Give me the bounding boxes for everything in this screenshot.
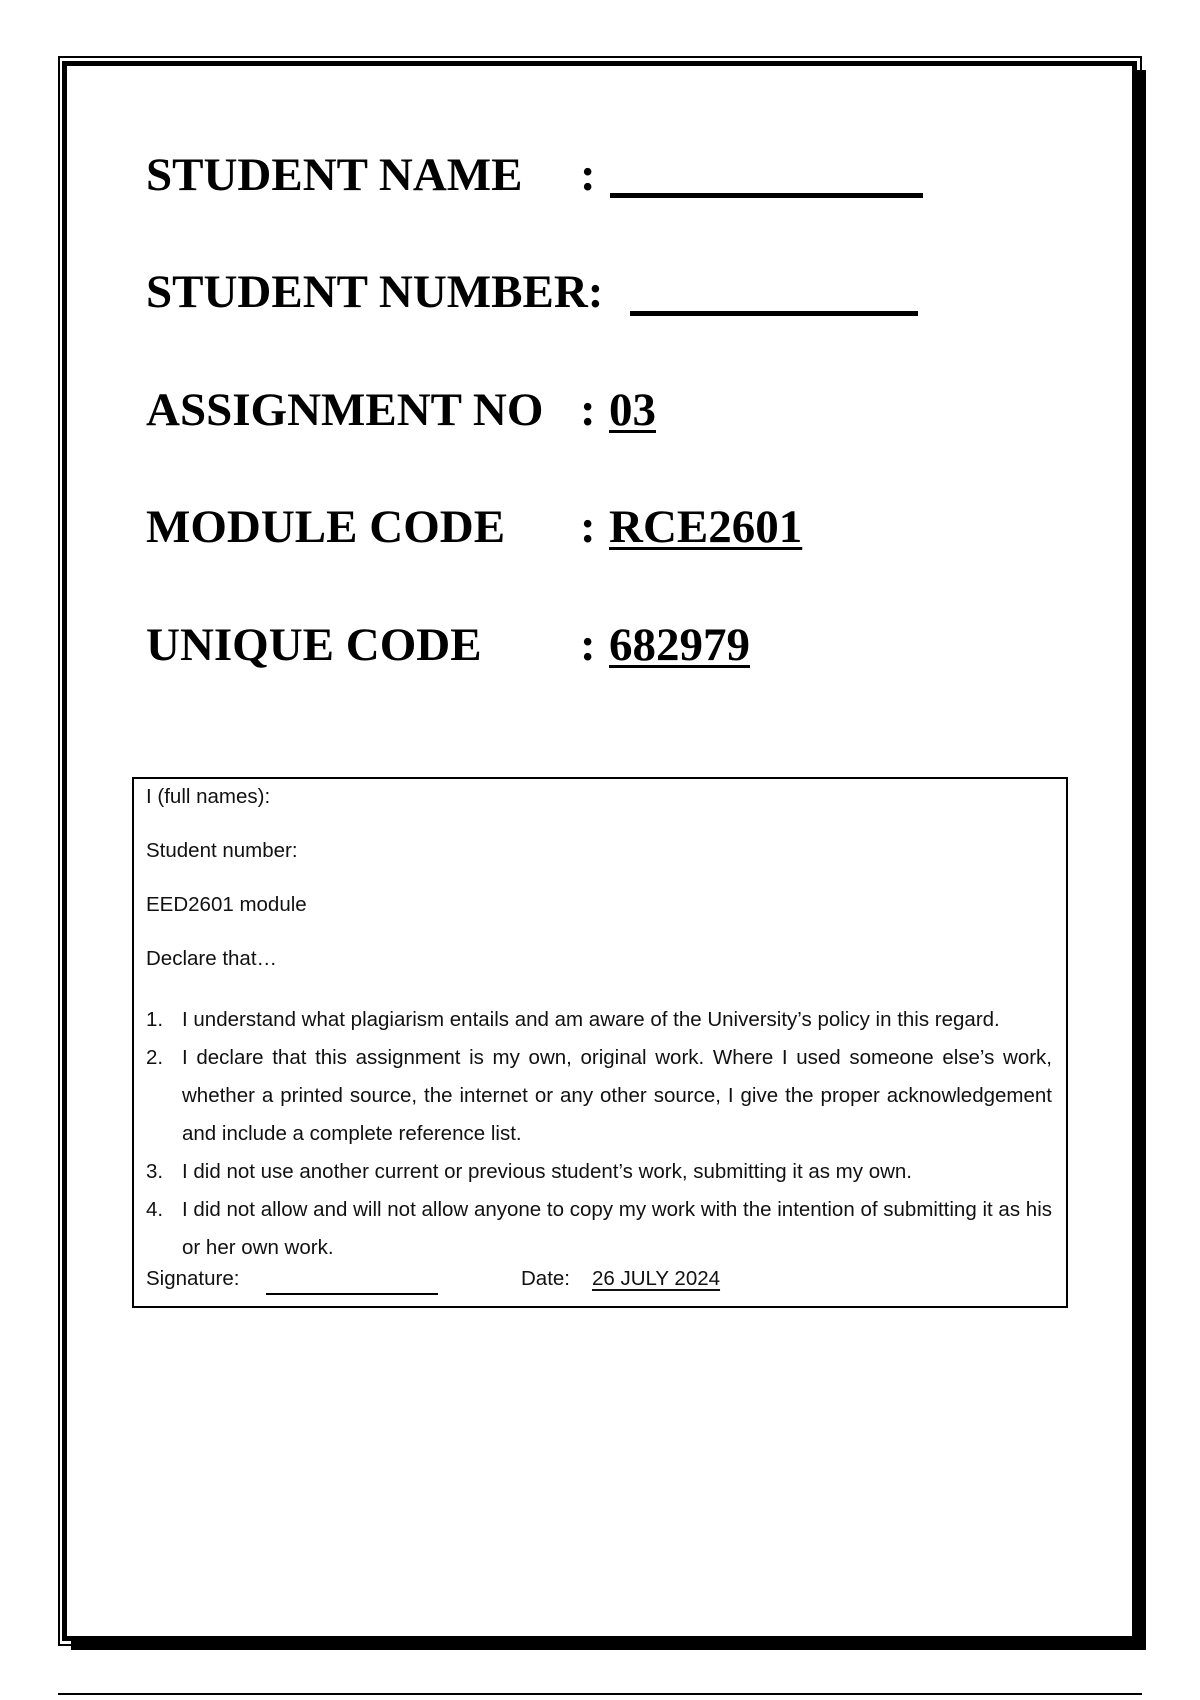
declaration-item-number: 3. [146,1160,164,1183]
module-code-label: MODULE CODE [146,501,506,553]
unique-code-colon: : [580,619,596,671]
module-line: EED2601 module [146,893,307,916]
student-name-colon: : [580,149,596,201]
assignment-no-value: 03 [609,384,656,436]
declaration-student-number-label: Student number: [146,839,298,862]
date-label: Date: [521,1267,570,1290]
student-name-blank[interactable] [610,193,923,198]
bottom-rule [58,1693,1142,1695]
declaration-item-number: 2. [146,1046,164,1069]
declaration-item [146,1191,1052,1267]
declaration-item-number: 1. [146,1008,164,1031]
declaration-list [146,1001,1052,1267]
declaration-item [146,1001,1052,1039]
assignment-no-label: ASSIGNMENT NO [146,384,544,436]
full-names-label: I (full names): [146,785,271,808]
declaration-item-text: I declare that this assignment is my own, original work. Where I used someone else’s work, whether a printed source, the internet or any other source, I give the proper acknowledgement and include a complete reference list. [182,1046,1052,1145]
student-name-label: STUDENT NAME [146,149,523,201]
declaration-item [146,1153,1052,1191]
signature-label: Signature: [146,1267,240,1290]
student-number-label: STUDENT NUMBER: [146,266,604,318]
plagiarism-declaration-box [132,777,1068,1308]
declaration-item-text: I understand what plagiarism entails and am aware of the University’s policy in this regard. [182,1008,1000,1031]
declaration-item-text: I did not use another current or previous student’s work, submitting it as my own. [182,1160,913,1183]
declaration-item [146,1039,1052,1153]
unique-code-label: UNIQUE CODE [146,619,482,671]
signature-blank[interactable] [266,1293,438,1295]
student-number-blank[interactable] [630,311,918,316]
unique-code-value: 682979 [609,619,750,671]
declaration-item-text: I did not allow and will not allow anyone to copy my work with the intention of submitting it as his or her own work. [182,1198,1052,1259]
assignment-no-colon: : [580,384,596,436]
declare-line: Declare that… [146,947,278,970]
date-value: 26 JULY 2024 [592,1267,721,1290]
module-code-colon: : [580,501,596,553]
module-code-value: RCE2601 [609,501,803,553]
declaration-item-number: 4. [146,1198,164,1221]
